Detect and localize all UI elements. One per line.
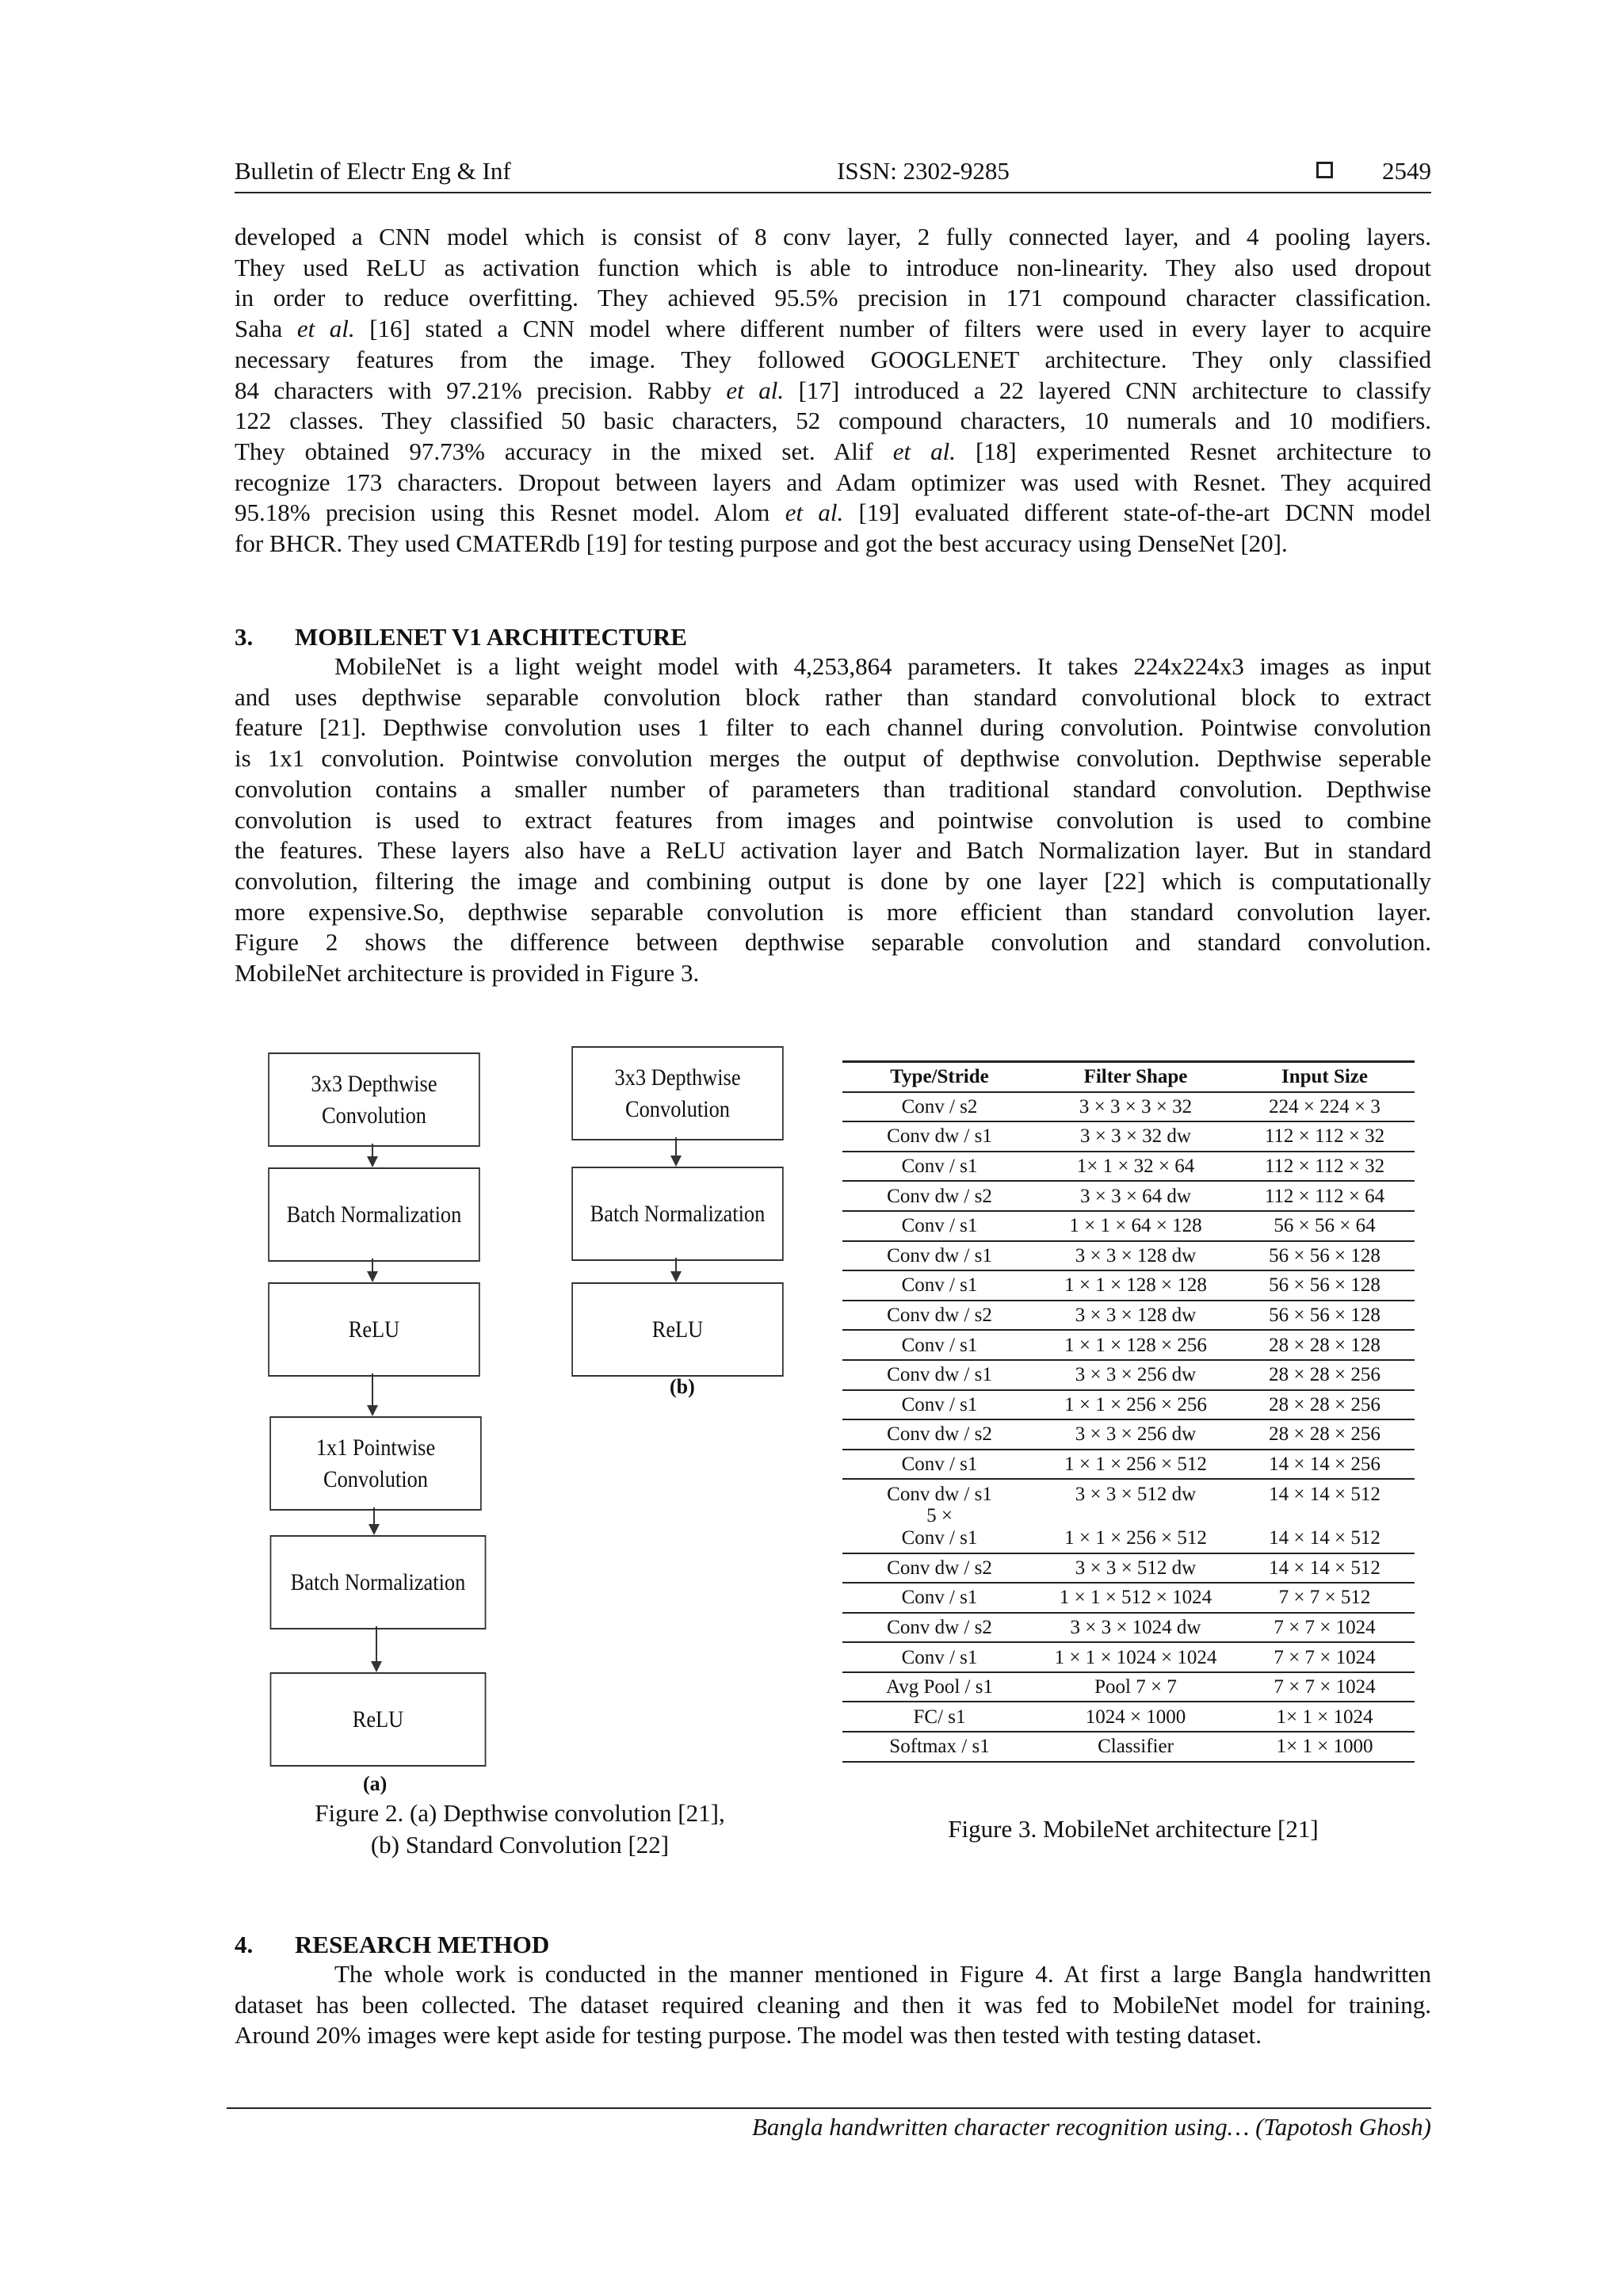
table-cell: 1 × 1 × 64 × 128 bbox=[1037, 1211, 1235, 1241]
table-cell: 28 × 28 × 256 bbox=[1235, 1360, 1415, 1390]
text-line: MobileNet architecture is provided in Figure 3. bbox=[235, 959, 700, 988]
table-row bbox=[842, 1211, 1415, 1241]
section-3-paragraph bbox=[235, 651, 1431, 989]
table-cell: 56 × 56 × 128 bbox=[1235, 1270, 1415, 1301]
table-cell: 1 × 1 × 1024 × 1024 bbox=[1037, 1642, 1235, 1672]
arrow-down-icon bbox=[670, 1271, 682, 1282]
text-line: 122 classes. They classified 50 basic characters, 52 compound characters, 10 numerals and 10 modifiers. bbox=[235, 407, 1431, 435]
table-cell: 112 × 112 × 64 bbox=[1235, 1181, 1415, 1211]
table-row bbox=[842, 1524, 1415, 1553]
issn: ISSN: 2302-9285 bbox=[837, 157, 1010, 185]
table-cell: 1 × 1 × 256 × 256 bbox=[1037, 1390, 1235, 1420]
table-cell: 28 × 28 × 128 bbox=[1235, 1330, 1415, 1360]
table-row bbox=[842, 1479, 1415, 1508]
table-cell: 1 × 1 × 128 × 128 bbox=[1037, 1270, 1235, 1301]
table-cell: 112 × 112 × 32 bbox=[1235, 1121, 1415, 1152]
text-line: in order to reduce overfitting. They achieved 95.5% precision in 171 compound character classification. bbox=[235, 284, 1431, 312]
arrow-connector bbox=[675, 1137, 677, 1157]
text-line: more expensive.So, depthwise separable convolution is more efficient than standard convolution layer. bbox=[235, 897, 1431, 926]
table-row bbox=[842, 1301, 1415, 1331]
mobilenet-architecture-table bbox=[842, 1060, 1415, 1763]
table-header-row bbox=[842, 1062, 1415, 1092]
table-cell: Classifier bbox=[1037, 1732, 1235, 1762]
table-row bbox=[842, 1270, 1415, 1301]
table-cell: 3 × 3 × 3 × 32 bbox=[1037, 1092, 1235, 1122]
table-cell: 1 × 1 × 256 × 512 bbox=[1037, 1524, 1235, 1553]
table-cell: 1 × 1 × 512 × 1024 bbox=[1037, 1583, 1235, 1613]
table-row bbox=[842, 1390, 1415, 1420]
arrow-down-icon bbox=[670, 1156, 682, 1167]
table-cell: Conv / s1 bbox=[842, 1330, 1037, 1360]
table-cell: 3 × 3 × 1024 dw bbox=[1037, 1613, 1235, 1643]
table-row bbox=[842, 1642, 1415, 1672]
text-line: convolution, filtering the image and combining output is done by one layer [22] which is computationally bbox=[235, 866, 1431, 895]
table-row bbox=[842, 1121, 1415, 1152]
running-footer: Bangla handwritten character recognition using… (Tapotosh Ghosh) bbox=[751, 2113, 1431, 2141]
intro-paragraph bbox=[235, 222, 1431, 560]
table-cell: FC/ s1 bbox=[842, 1702, 1037, 1732]
table-row bbox=[842, 1330, 1415, 1360]
table-cell: Conv / s1 bbox=[842, 1583, 1037, 1613]
table-cell: Conv dw / s2 bbox=[842, 1419, 1037, 1450]
text-line: the features. These layers also have a ReLU activation layer and Batch Normalization layer. But in standard bbox=[235, 836, 1431, 865]
table-cell: Conv dw / s2 bbox=[842, 1301, 1037, 1331]
section-title: RESEARCH METHOD bbox=[295, 1931, 550, 1958]
table-row bbox=[842, 1553, 1415, 1584]
table-cell: 3 × 3 × 256 dw bbox=[1037, 1419, 1235, 1450]
table-cell: 1 × 1 × 128 × 256 bbox=[1037, 1330, 1235, 1360]
text-line: They obtained 97.73% accuracy in the mixed set. Alif et al. [18] experimented Resnet architecture to bbox=[235, 437, 1431, 465]
table-cell: Conv / s1 bbox=[842, 1390, 1037, 1420]
table-cell: 112 × 112 × 32 bbox=[1235, 1152, 1415, 1182]
text-line: developed a CNN model which is consist of 8 conv layer, 2 fully connected layer, and 4 pooling layers. bbox=[235, 223, 1431, 250]
table-cell: 7 × 7 × 1024 bbox=[1235, 1672, 1415, 1702]
text-line: 84 characters with 97.21% precision. Rabby et al. [17] introduced a 22 layered CNN architecture to classify bbox=[235, 376, 1431, 404]
table-row bbox=[842, 1672, 1415, 1702]
table-cell: Conv dw / s1 bbox=[842, 1241, 1037, 1271]
flowchart-box: Batch Normalization bbox=[571, 1167, 784, 1261]
section-4-paragraph bbox=[235, 1959, 1431, 2051]
figure-2-caption bbox=[274, 1797, 766, 1861]
table-cell: 1× 1 × 1000 bbox=[1235, 1732, 1415, 1762]
arrow-connector bbox=[376, 1626, 377, 1663]
text-line: MobileNet is a light weight model with 4,253,864 parameters. It takes 224x224x3 images as input bbox=[334, 652, 1431, 680]
column-header: Filter Shape bbox=[1037, 1062, 1235, 1092]
table-cell: 56 × 56 × 64 bbox=[1235, 1211, 1415, 1241]
section-number: 4. bbox=[235, 1931, 254, 1958]
text-line: Around 20% images were kept aside for testing purpose. The model was then tested with testing dataset. bbox=[235, 2021, 1262, 2050]
table-row bbox=[842, 1732, 1415, 1762]
repeat-multiplier-row bbox=[842, 1508, 1415, 1524]
table-cell: Conv dw / s1 bbox=[842, 1360, 1037, 1390]
table-cell: 14 × 14 × 512 bbox=[1269, 1483, 1381, 1505]
figure-2-caption-line1: Figure 2. (a) Depthwise convolution [21], bbox=[315, 1799, 725, 1827]
flowchart-box: 3x3 Depthwise Convolution bbox=[268, 1052, 480, 1147]
arrow-down-icon bbox=[367, 1156, 378, 1167]
table-cell: Conv dw / s1 bbox=[842, 1121, 1037, 1152]
table-row bbox=[842, 1360, 1415, 1390]
table-row bbox=[842, 1152, 1415, 1182]
table-cell: Conv dw / s2 bbox=[842, 1553, 1037, 1584]
table-cell-empty bbox=[1235, 1508, 1415, 1524]
text-line: dataset has been collected. The dataset required cleaning and then it was fed to MobileNet model for training. bbox=[235, 1990, 1431, 2019]
text-line: The whole work is conducted in the manner mentioned in Figure 4. At first a large Bangla handwritten bbox=[334, 1960, 1431, 1988]
table-row bbox=[842, 1450, 1415, 1480]
table-cell: 3 × 3 × 512 dw bbox=[1037, 1553, 1235, 1584]
section-number: 3. bbox=[235, 623, 254, 651]
text-line: is 1x1 convolution. Pointwise convolution merges the output of depthwise convolution. Depthwise seperable bbox=[235, 744, 1431, 773]
text-line: They used ReLU as activation function which is able to introduce non-linearity. They also used dropout bbox=[235, 253, 1431, 281]
table-cell: Conv / s1 bbox=[842, 1211, 1037, 1241]
text-line: 95.18% precision using this Resnet model. Alom et al. [19] evaluated different state-of-the-art DCNN model bbox=[235, 499, 1431, 527]
table-cell: Conv dw / s2 bbox=[842, 1613, 1037, 1643]
table-cell: 3 × 3 × 32 dw bbox=[1037, 1121, 1235, 1152]
table-row bbox=[842, 1092, 1415, 1122]
figure-2b-label: (b) bbox=[670, 1375, 695, 1398]
table-cell: Conv / s1 bbox=[842, 1270, 1037, 1301]
repeat-multiplier: 5 × bbox=[926, 1504, 953, 1526]
table-cell: Conv / s1 bbox=[842, 1642, 1037, 1672]
table-cell: Conv / s1 bbox=[842, 1524, 1037, 1553]
table-cell: 28 × 28 × 256 bbox=[1235, 1419, 1415, 1450]
table-cell: 224 × 224 × 3 bbox=[1235, 1092, 1415, 1122]
section-4-heading bbox=[235, 1931, 549, 1959]
table-row bbox=[842, 1181, 1415, 1211]
figure-3-caption: Figure 3. MobileNet architecture [21] bbox=[948, 1815, 1319, 1843]
table-cell: 56 × 56 × 128 bbox=[1235, 1241, 1415, 1271]
text-line: Figure 2 shows the difference between depthwise separable convolution and standard convolution. bbox=[235, 928, 1431, 957]
text-line: convolution is used to extract features from images and pointwise convolution is used to combine bbox=[235, 805, 1431, 834]
column-header: Input Size bbox=[1235, 1062, 1415, 1092]
flowchart-box: ReLU bbox=[268, 1282, 480, 1377]
table-row bbox=[842, 1583, 1415, 1613]
text-line: recognize 173 characters. Dropout between layers and Adam optimizer was used with Resnet. They acquired bbox=[235, 468, 1431, 496]
page-number: 2549 bbox=[1382, 157, 1431, 185]
text-line: feature [21]. Depthwise convolution uses 1 filter to each channel during convolution. Pointwise convolution bbox=[235, 713, 1431, 742]
figure-2a-label: (a) bbox=[363, 1772, 388, 1795]
column-header: Type/Stride bbox=[842, 1062, 1037, 1092]
table-cell: Pool 7 × 7 bbox=[1037, 1672, 1235, 1702]
table-cell: 3 × 3 × 128 dw bbox=[1037, 1301, 1235, 1331]
table-cell: 1× 1 × 32 × 64 bbox=[1037, 1152, 1235, 1182]
table-row bbox=[842, 1702, 1415, 1732]
arrow-down-icon bbox=[367, 1271, 378, 1282]
arrow-down-icon bbox=[369, 1524, 380, 1535]
text-line: for BHCR. They used CMATERdb [19] for testing purpose and got the best accuracy using DenseNet [20]. bbox=[235, 529, 1288, 558]
table-cell: 7 × 7 × 1024 bbox=[1235, 1613, 1415, 1643]
table-row bbox=[842, 1419, 1415, 1450]
flowchart-box: ReLU bbox=[571, 1282, 784, 1377]
table-cell: Conv / s1 bbox=[842, 1152, 1037, 1182]
table-cell: 1 × 1 × 256 × 512 bbox=[1037, 1450, 1235, 1480]
text-line: Saha et al. [16] stated a CNN model where different number of filters were used in every layer to acquire bbox=[235, 315, 1431, 343]
table-cell: 3 × 3 × 64 dw bbox=[1037, 1181, 1235, 1211]
footer-rule bbox=[227, 2107, 1431, 2109]
table-cell: 7 × 7 × 1024 bbox=[1235, 1642, 1415, 1672]
text-line: and uses depthwise separable convolution block rather than standard convolutional block to extract bbox=[235, 682, 1431, 711]
table-cell: Conv dw / s1 bbox=[887, 1483, 992, 1505]
table-cell: 7 × 7 × 512 bbox=[1235, 1583, 1415, 1613]
table-cell: 28 × 28 × 256 bbox=[1235, 1390, 1415, 1420]
table-cell-empty bbox=[1037, 1508, 1235, 1524]
table-cell: 14 × 14 × 512 bbox=[1235, 1553, 1415, 1584]
table-cell: Avg Pool / s1 bbox=[842, 1672, 1037, 1702]
figure-2-caption-line2: (b) Standard Convolution [22] bbox=[370, 1831, 670, 1859]
page-header bbox=[235, 152, 1431, 193]
flowchart-box: 3x3 Depthwise Convolution bbox=[571, 1046, 784, 1140]
flowchart-box: Batch Normalization bbox=[268, 1167, 480, 1262]
table-cell: Conv / s2 bbox=[842, 1092, 1037, 1122]
section-title: MOBILENET V1 ARCHITECTURE bbox=[295, 623, 687, 651]
flowchart-box: 1x1 Pointwise Convolution bbox=[269, 1416, 482, 1511]
table-cell: Conv / s1 bbox=[842, 1450, 1037, 1480]
table-cell: 1× 1 × 1024 bbox=[1235, 1702, 1415, 1732]
section-3-heading bbox=[235, 623, 687, 651]
arrow-down-icon bbox=[371, 1661, 382, 1672]
table-cell: 1024 × 1000 bbox=[1037, 1702, 1235, 1732]
arrow-connector bbox=[373, 1507, 375, 1526]
arrow-down-icon bbox=[367, 1405, 378, 1416]
table-cell: 14 × 14 × 256 bbox=[1235, 1450, 1415, 1480]
table-row bbox=[842, 1613, 1415, 1643]
table-row bbox=[842, 1241, 1415, 1271]
table-cell: 3 × 3 × 256 dw bbox=[1037, 1360, 1235, 1390]
journal-name: Bulletin of Electr Eng & Inf bbox=[235, 157, 511, 185]
square-bullet-icon bbox=[1316, 162, 1333, 178]
table-cell: 3 × 3 × 512 dw bbox=[1075, 1483, 1197, 1505]
arrow-connector bbox=[372, 1373, 373, 1407]
flowchart-box: Batch Normalization bbox=[270, 1535, 487, 1629]
table-cell: 3 × 3 × 128 dw bbox=[1037, 1241, 1235, 1271]
text-line: necessary features from the image. They followed GOOGLENET architecture. They only classified bbox=[235, 345, 1431, 373]
table-cell: 14 × 14 × 512 bbox=[1235, 1524, 1415, 1553]
flowchart-box: ReLU bbox=[270, 1672, 487, 1767]
text-line: convolution contains a smaller number of parameters than traditional standard convolution. Depthwise bbox=[235, 774, 1431, 803]
table-cell: 56 × 56 × 128 bbox=[1235, 1301, 1415, 1331]
table-cell: Conv dw / s2 bbox=[842, 1181, 1037, 1211]
table-cell: Softmax / s1 bbox=[842, 1732, 1037, 1762]
